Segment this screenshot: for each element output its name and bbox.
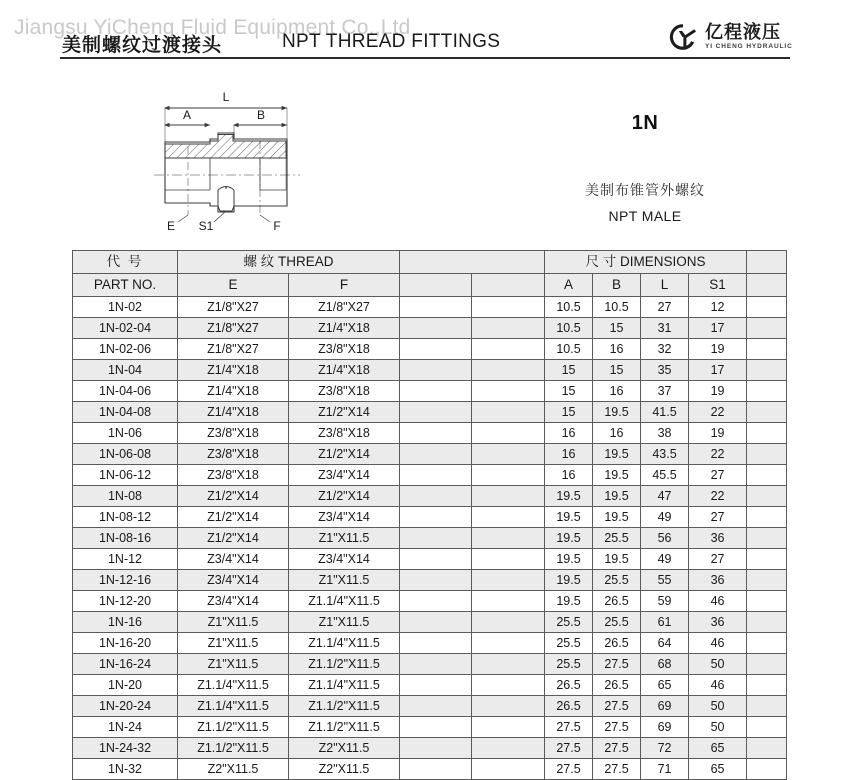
header-blank-trailing (747, 251, 787, 274)
cell-dim-a: 26.5 (545, 696, 593, 717)
cell-thread-f: Z1/8"X27 (289, 297, 400, 318)
cell-thread-f: Z3/8"X18 (289, 339, 400, 360)
header-thread-f: F (289, 274, 400, 297)
cell-dim-s1: 50 (689, 654, 747, 675)
cell-thread-f: Z3/4"X14 (289, 465, 400, 486)
cell-blank-2 (472, 591, 545, 612)
cell-dim-b: 27.5 (593, 654, 641, 675)
cell-thread-f: Z2"X11.5 (289, 738, 400, 759)
fitting-technical-drawing (140, 84, 350, 234)
table-row[interactable] (73, 759, 787, 780)
cell-dim-a: 25.5 (545, 654, 593, 675)
cell-blank-2 (472, 675, 545, 696)
cell-dim-b: 26.5 (593, 633, 641, 654)
dimension-label-A: A (182, 108, 192, 122)
cell-blank-3 (747, 570, 787, 591)
cell-dim-l: 61 (641, 612, 689, 633)
cell-thread-e: Z1/4"X18 (178, 402, 289, 423)
cell-thread-f: Z1.1/2"X11.5 (289, 654, 400, 675)
cell-blank-3 (747, 339, 787, 360)
cell-blank-1 (400, 696, 472, 717)
cell-blank-2 (472, 297, 545, 318)
cell-thread-e: Z1.1/4"X11.5 (178, 675, 289, 696)
cell-dim-l: 47 (641, 486, 689, 507)
cell-dim-s1: 50 (689, 717, 747, 738)
cell-blank-3 (747, 612, 787, 633)
cell-blank-3 (747, 528, 787, 549)
cell-blank-1 (400, 318, 472, 339)
part-description-chinese: 美制布锥管外螺纹 (585, 182, 705, 198)
cell-dim-l: 32 (641, 339, 689, 360)
cell-thread-f: Z3/4"X14 (289, 549, 400, 570)
cell-thread-e: Z3/8"X18 (178, 465, 289, 486)
header-dim-s1: S1 (689, 274, 747, 297)
cell-dim-a: 16 (545, 465, 593, 486)
cell-blank-3 (747, 360, 787, 381)
cell-part-no: 1N-08 (73, 486, 178, 507)
table-row[interactable] (73, 339, 787, 360)
cell-dim-b: 15 (593, 360, 641, 381)
header-divider (60, 57, 790, 59)
cell-part-no: 1N-32 (73, 759, 178, 780)
cell-blank-2 (472, 381, 545, 402)
cell-thread-f: Z1/4"X18 (289, 360, 400, 381)
table-row[interactable] (73, 612, 787, 633)
cell-dim-s1: 36 (689, 528, 747, 549)
cell-blank-2 (472, 759, 545, 780)
cell-blank-1 (400, 402, 472, 423)
header-blank-3 (747, 274, 787, 297)
cell-thread-e: Z1/4"X18 (178, 381, 289, 402)
cell-dim-b: 19.5 (593, 444, 641, 465)
cell-thread-e: Z1/2"X14 (178, 507, 289, 528)
cell-dim-a: 15 (545, 360, 593, 381)
table-row[interactable] (73, 381, 787, 402)
cell-blank-1 (400, 528, 472, 549)
cell-dim-l: 35 (641, 360, 689, 381)
cell-part-no: 1N-16 (73, 612, 178, 633)
cell-thread-e: Z1/2"X14 (178, 528, 289, 549)
cell-blank-3 (747, 759, 787, 780)
cell-dim-b: 10.5 (593, 297, 641, 318)
table-row[interactable] (73, 507, 787, 528)
header-part-no-english: PART NO. (73, 274, 178, 297)
page-title-chinese: 美制螺纹过渡接头 (62, 35, 223, 56)
table-row[interactable] (73, 402, 787, 423)
cell-blank-1 (400, 507, 472, 528)
table-row[interactable] (73, 654, 787, 675)
cell-thread-e: Z1"X11.5 (178, 654, 289, 675)
cell-part-no: 1N-12-20 (73, 591, 178, 612)
cell-dim-a: 19.5 (545, 591, 593, 612)
cell-dim-b: 19.5 (593, 402, 641, 423)
company-logo (668, 22, 793, 52)
cell-thread-f: Z1/2"X14 (289, 486, 400, 507)
table-row[interactable] (73, 591, 787, 612)
cell-dim-a: 16 (545, 423, 593, 444)
cell-blank-1 (400, 717, 472, 738)
header-dimensions-group: 尺 寸 DIMENSIONS (545, 251, 747, 274)
cell-part-no: 1N-06 (73, 423, 178, 444)
cell-blank-2 (472, 507, 545, 528)
cell-thread-f: Z3/8"X18 (289, 381, 400, 402)
cell-thread-f: Z1.1/4"X11.5 (289, 591, 400, 612)
cell-dim-l: 37 (641, 381, 689, 402)
cell-blank-2 (472, 486, 545, 507)
cell-blank-1 (400, 381, 472, 402)
cell-blank-2 (472, 738, 545, 759)
cell-dim-b: 15 (593, 318, 641, 339)
cell-thread-f: Z1.1/2"X11.5 (289, 717, 400, 738)
cell-blank-3 (747, 381, 787, 402)
cell-dim-l: 38 (641, 423, 689, 444)
company-watermark: Jiangsu YiCheng Fluid Equipment Co.,Ltd (14, 16, 411, 39)
cell-part-no: 1N-06-08 (73, 444, 178, 465)
cell-dim-l: 41.5 (641, 402, 689, 423)
cell-dim-l: 59 (641, 591, 689, 612)
cell-thread-e: Z1/8"X27 (178, 318, 289, 339)
cell-part-no: 1N-12-16 (73, 570, 178, 591)
cell-blank-2 (472, 423, 545, 444)
cell-dim-a: 15 (545, 381, 593, 402)
cell-blank-3 (747, 633, 787, 654)
table-row[interactable] (73, 318, 787, 339)
cell-dim-l: 45.5 (641, 465, 689, 486)
cell-blank-1 (400, 339, 472, 360)
cell-blank-1 (400, 612, 472, 633)
cell-thread-f: Z1/2"X14 (289, 402, 400, 423)
cell-blank-3 (747, 654, 787, 675)
cell-blank-2 (472, 654, 545, 675)
cell-dim-s1: 36 (689, 612, 747, 633)
cell-blank-1 (400, 759, 472, 780)
header-blank-group (400, 251, 545, 274)
cell-blank-2 (472, 549, 545, 570)
cell-dim-a: 26.5 (545, 675, 593, 696)
cell-thread-f: Z3/4"X14 (289, 507, 400, 528)
header-dim-a: A (545, 274, 593, 297)
cell-dim-l: 72 (641, 738, 689, 759)
cell-thread-e: Z1/8"X27 (178, 297, 289, 318)
cell-part-no: 1N-24-32 (73, 738, 178, 759)
cell-blank-2 (472, 570, 545, 591)
cell-blank-2 (472, 465, 545, 486)
table-row[interactable] (73, 297, 787, 318)
cell-blank-3 (747, 549, 787, 570)
cell-blank-3 (747, 675, 787, 696)
cell-thread-e: Z3/8"X18 (178, 423, 289, 444)
cell-dim-s1: 27 (689, 507, 747, 528)
cell-thread-f: Z1.1/2"X11.5 (289, 696, 400, 717)
page-header (0, 0, 853, 64)
table-row[interactable] (73, 465, 787, 486)
cell-blank-2 (472, 696, 545, 717)
cell-thread-f: Z1/2"X14 (289, 444, 400, 465)
cell-blank-1 (400, 444, 472, 465)
table-row[interactable] (73, 696, 787, 717)
cell-dim-a: 10.5 (545, 318, 593, 339)
header-thread-group: 螺 纹 THREAD (178, 251, 400, 274)
cell-thread-e: Z3/4"X14 (178, 549, 289, 570)
cell-part-no: 1N-20 (73, 675, 178, 696)
cell-blank-2 (472, 612, 545, 633)
header-blank-2 (472, 274, 545, 297)
cell-blank-1 (400, 633, 472, 654)
cell-part-no: 1N-02-06 (73, 339, 178, 360)
header-dim-l: L (641, 274, 689, 297)
cell-thread-e: Z1/4"X18 (178, 360, 289, 381)
cell-dim-a: 19.5 (545, 528, 593, 549)
cell-dim-l: 27 (641, 297, 689, 318)
cell-thread-f: Z3/8"X18 (289, 423, 400, 444)
table-row[interactable] (73, 717, 787, 738)
part-description-english: NPT MALE (608, 208, 682, 224)
cell-dim-s1: 27 (689, 549, 747, 570)
cell-dim-l: 65 (641, 675, 689, 696)
cell-blank-3 (747, 465, 787, 486)
cell-part-no: 1N-04 (73, 360, 178, 381)
cell-blank-2 (472, 633, 545, 654)
cell-blank-3 (747, 591, 787, 612)
cell-thread-f: Z1"X11.5 (289, 528, 400, 549)
cell-blank-1 (400, 360, 472, 381)
cell-dim-s1: 22 (689, 486, 747, 507)
cell-dim-s1: 46 (689, 633, 747, 654)
cell-blank-2 (472, 402, 545, 423)
cell-blank-2 (472, 528, 545, 549)
cell-dim-a: 27.5 (545, 717, 593, 738)
logo-name-english: YI CHENG HYDRAULIC (705, 43, 793, 51)
table-row[interactable] (73, 528, 787, 549)
cell-dim-l: 69 (641, 696, 689, 717)
cell-dim-s1: 22 (689, 444, 747, 465)
cell-dim-l: 49 (641, 549, 689, 570)
cell-dim-b: 19.5 (593, 486, 641, 507)
cell-blank-3 (747, 318, 787, 339)
cell-dim-a: 15 (545, 402, 593, 423)
cell-dim-b: 16 (593, 381, 641, 402)
cell-thread-f: Z1/4"X18 (289, 318, 400, 339)
cell-thread-f: Z1.1/4"X11.5 (289, 675, 400, 696)
cell-dim-b: 27.5 (593, 717, 641, 738)
cell-dim-s1: 46 (689, 591, 747, 612)
cell-thread-f: Z2"X11.5 (289, 759, 400, 780)
cell-blank-2 (472, 717, 545, 738)
cell-part-no: 1N-16-24 (73, 654, 178, 675)
cell-thread-e: Z3/8"X18 (178, 444, 289, 465)
cell-dim-a: 19.5 (545, 486, 593, 507)
cell-dim-s1: 12 (689, 297, 747, 318)
table-group-header-row (73, 251, 787, 274)
cell-dim-s1: 27 (689, 465, 747, 486)
cell-dim-l: 68 (641, 654, 689, 675)
logo-name-chinese: 亿程液压 (705, 22, 781, 43)
part-code: 1N (631, 112, 659, 134)
specification-table (72, 250, 787, 780)
cy-circle-logo-icon (668, 22, 698, 52)
table-sub-header-row (73, 274, 787, 297)
cell-part-no: 1N-20-24 (73, 696, 178, 717)
dimension-label-S1: S1 (198, 219, 214, 233)
cell-dim-b: 25.5 (593, 528, 641, 549)
cell-dim-s1: 46 (689, 675, 747, 696)
cell-blank-3 (747, 507, 787, 528)
cell-dim-l: 31 (641, 318, 689, 339)
dimension-label-E: E (166, 219, 176, 233)
cell-dim-l: 69 (641, 717, 689, 738)
cell-blank-1 (400, 591, 472, 612)
header-dim-b: B (593, 274, 641, 297)
cell-thread-e: Z3/4"X14 (178, 570, 289, 591)
cell-blank-3 (747, 402, 787, 423)
cell-dim-b: 26.5 (593, 675, 641, 696)
table-row[interactable] (73, 423, 787, 444)
cell-blank-3 (747, 696, 787, 717)
cell-dim-s1: 19 (689, 423, 747, 444)
cell-dim-l: 56 (641, 528, 689, 549)
cell-blank-2 (472, 339, 545, 360)
cell-blank-1 (400, 423, 472, 444)
cell-dim-l: 55 (641, 570, 689, 591)
cell-dim-a: 25.5 (545, 612, 593, 633)
cell-dim-s1: 17 (689, 318, 747, 339)
cell-blank-1 (400, 486, 472, 507)
table-row[interactable] (73, 549, 787, 570)
cell-dim-b: 19.5 (593, 507, 641, 528)
cell-part-no: 1N-12 (73, 549, 178, 570)
cell-blank-1 (400, 465, 472, 486)
table-row[interactable] (73, 675, 787, 696)
cell-thread-f: Z1"X11.5 (289, 612, 400, 633)
cell-dim-s1: 22 (689, 402, 747, 423)
cell-dim-s1: 65 (689, 759, 747, 780)
cell-thread-e: Z2"X11.5 (178, 759, 289, 780)
header-thread-e: E (178, 274, 289, 297)
cell-blank-2 (472, 444, 545, 465)
cell-dim-l: 71 (641, 759, 689, 780)
cell-dim-a: 10.5 (545, 297, 593, 318)
cell-part-no: 1N-06-12 (73, 465, 178, 486)
cell-blank-1 (400, 654, 472, 675)
cell-part-no: 1N-08-16 (73, 528, 178, 549)
cell-blank-1 (400, 297, 472, 318)
cell-blank-1 (400, 549, 472, 570)
cell-dim-l: 49 (641, 507, 689, 528)
cell-blank-3 (747, 486, 787, 507)
cell-dim-s1: 36 (689, 570, 747, 591)
cell-part-no: 1N-02-04 (73, 318, 178, 339)
cell-dim-s1: 19 (689, 339, 747, 360)
dimension-label-F: F (273, 219, 281, 233)
dimension-label-B: B (256, 108, 266, 122)
cell-dim-a: 27.5 (545, 759, 593, 780)
cell-blank-3 (747, 423, 787, 444)
table-row[interactable] (73, 486, 787, 507)
cell-thread-e: Z1/2"X14 (178, 486, 289, 507)
cell-dim-a: 19.5 (545, 549, 593, 570)
cell-dim-a: 19.5 (545, 570, 593, 591)
part-designation-block (520, 112, 770, 224)
cell-dim-a: 16 (545, 444, 593, 465)
cell-thread-e: Z1.1/4"X11.5 (178, 696, 289, 717)
cell-thread-e: Z1"X11.5 (178, 612, 289, 633)
specification-table-wrapper (72, 250, 786, 780)
table-row[interactable] (73, 360, 787, 381)
cell-dim-b: 27.5 (593, 759, 641, 780)
cell-dim-b: 27.5 (593, 738, 641, 759)
cell-thread-e: Z1/8"X27 (178, 339, 289, 360)
cell-dim-s1: 50 (689, 696, 747, 717)
cell-blank-3 (747, 444, 787, 465)
cell-dim-a: 27.5 (545, 738, 593, 759)
header-blank-1 (400, 274, 472, 297)
cell-blank-1 (400, 675, 472, 696)
cell-dim-b: 26.5 (593, 591, 641, 612)
cell-blank-1 (400, 570, 472, 591)
dimension-label-L: L (222, 90, 230, 104)
cell-thread-e: Z1"X11.5 (178, 633, 289, 654)
cell-dim-a: 25.5 (545, 633, 593, 654)
cell-dim-b: 16 (593, 339, 641, 360)
cell-blank-3 (747, 297, 787, 318)
cell-part-no: 1N-08-12 (73, 507, 178, 528)
cell-dim-b: 25.5 (593, 612, 641, 633)
cell-dim-a: 10.5 (545, 339, 593, 360)
cell-dim-b: 19.5 (593, 549, 641, 570)
cell-blank-2 (472, 318, 545, 339)
cell-dim-s1: 65 (689, 738, 747, 759)
cell-blank-2 (472, 360, 545, 381)
cell-thread-e: Z3/4"X14 (178, 591, 289, 612)
page-title-english: NPT THREAD FITTINGS (282, 31, 501, 52)
cell-dim-a: 19.5 (545, 507, 593, 528)
table-row[interactable] (73, 570, 787, 591)
cell-dim-s1: 17 (689, 360, 747, 381)
cell-blank-3 (747, 738, 787, 759)
cell-dim-s1: 19 (689, 381, 747, 402)
cell-thread-f: Z1"X11.5 (289, 570, 400, 591)
cell-dim-b: 19.5 (593, 465, 641, 486)
table-row[interactable] (73, 444, 787, 465)
table-row[interactable] (73, 738, 787, 759)
cell-blank-3 (747, 717, 787, 738)
cell-part-no: 1N-24 (73, 717, 178, 738)
cell-blank-1 (400, 738, 472, 759)
specification-table-body (73, 297, 787, 780)
cell-thread-f: Z1.1/4"X11.5 (289, 633, 400, 654)
header-part-no-chinese: 代 号 (73, 251, 178, 274)
cell-part-no: 1N-04-06 (73, 381, 178, 402)
cell-thread-e: Z1.1/2"X11.5 (178, 738, 289, 759)
cell-dim-b: 16 (593, 423, 641, 444)
cell-part-no: 1N-04-08 (73, 402, 178, 423)
cell-dim-b: 27.5 (593, 696, 641, 717)
cell-thread-e: Z1.1/2"X11.5 (178, 717, 289, 738)
cell-dim-l: 64 (641, 633, 689, 654)
cell-dim-l: 43.5 (641, 444, 689, 465)
cell-part-no: 1N-02 (73, 297, 178, 318)
cell-part-no: 1N-16-20 (73, 633, 178, 654)
table-row[interactable] (73, 633, 787, 654)
cell-dim-b: 25.5 (593, 570, 641, 591)
